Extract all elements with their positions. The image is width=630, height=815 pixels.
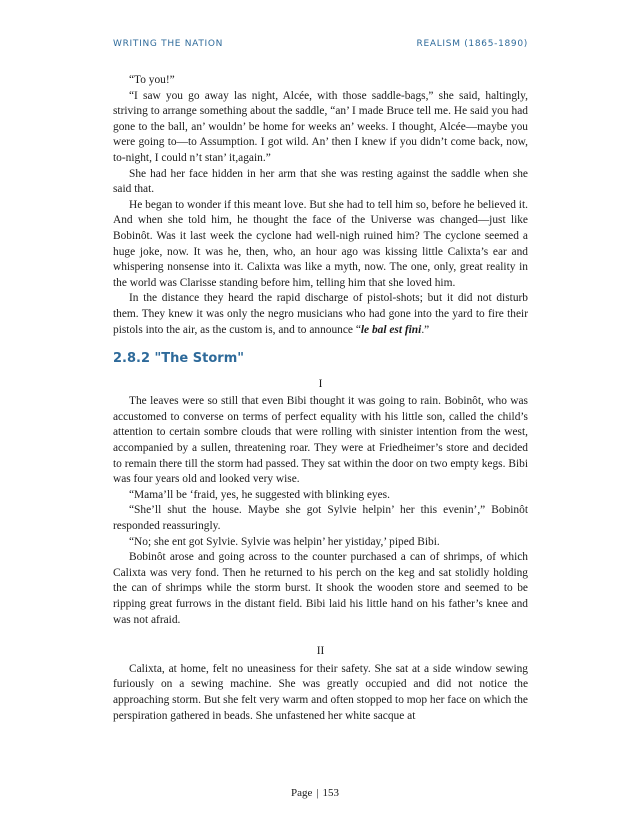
- paragraph: “No; she ent got Sylvie. Sylvie was helpin’ her yistiday,’ piped Bibi.: [129, 535, 440, 548]
- french-phrase: le bal est fini: [360, 323, 422, 336]
- paragraph-text: In the distance they heard the rapid discharge of pistol-shots; but it did not disturb them. They knew it was only the negro musicians who had gone into the yard to fire their pistols into the air, as the custom is, and to announce “: [113, 292, 528, 336]
- paragraph-end: .”: [421, 323, 430, 336]
- section-heading: 2.8.2 "The Storm": [113, 351, 245, 367]
- page-footer: [0, 787, 630, 799]
- paragraph: The leaves were so still that even Bibi thought it was going to rain. Bobinôt, who was accustomed to converse on terms of perfect equality with his little son, called the child’s attention to certain sombre clouds that were rolling with sinister intention from the west, accompanied by a sullen, threatening roar. They were at Friedheimer’s store and decided to remain there till the storm had passed. They sat within the door on two empty kegs. Bibi was four years old and looked very wise.: [113, 395, 528, 486]
- part-number: I: [318, 377, 323, 390]
- paragraph: “To you!”: [129, 74, 175, 86]
- paragraph: She had her face hidden in her arm that she was resting against the saddle when she said that.: [113, 167, 528, 196]
- page-label: Page: [290, 787, 313, 799]
- header-chapter-title: REALISM (1865-1890): [416, 39, 528, 49]
- paragraph: Bobinôt arose and going across to the counter purchased a can of shrimps, of which Calixta was very fond. Then he returned to his perch on the keg and sat stolidly holding the can of shrimps while the storm burst. It shook the wooden store and seemed to be ripping great furrows in the distant field. Bibi laid his little hand on his father’s knee and was not afraid.: [113, 551, 528, 626]
- body-text: [113, 73, 528, 724]
- paragraph: “Mama’ll be ‘fraid, yes, he suggested with blinking eyes.: [129, 488, 390, 501]
- part-number: II: [316, 645, 325, 658]
- running-header: [113, 39, 528, 49]
- paragraph: He began to wonder if this meant love. But she had to tell him so, before he believed it. And when she told him, he thought the face of the Universe was changed—just like Bobinôt. Was it last week the cyclone had well-nigh ruined him? The cyclone seemed a huge joke, now. It was he, then, who, an hour ago was kissing little Calixta’s ear and whispering nonsense into it. Calixta was like a myth, now. The one, only, great reality in the world was Clarisse standing before him, telling him that she loved him.: [113, 198, 528, 289]
- paragraph: “I saw you go away las night, Alcée, with those saddle-bags,” she said, haltingly, striving to arrange something about the saddle, “an’ I made Bruce tell me. He said you had gone to the ball, an’ wouldn’ be home for weeks an’ weeks. I thought, Alcée—maybe you were going to—to Assumption. I got wild. An’ then I knew if you didn’t come back, now, to-night, I could n’t stan’ it,again.”: [113, 89, 528, 164]
- page-number: 153: [322, 787, 340, 799]
- page-separator: |: [316, 787, 319, 799]
- header-book-title: WRITING THE NATION: [113, 39, 224, 49]
- paragraph: “She’ll shut the house. Maybe she got Sylvie helpin’ her this evenin’,” Bobinôt responded reassuringly.: [113, 504, 528, 533]
- paragraph: [113, 291, 528, 338]
- paragraph: Calixta, at home, felt no uneasiness for their safety. She sat at a side window sewing furiously on a sewing machine. She was greatly occupied and did not notice the approaching storm. But she felt very warm and often stopped to mop her face on which the perspiration gathered in beads. She unfastened her white sacque at: [113, 662, 528, 722]
